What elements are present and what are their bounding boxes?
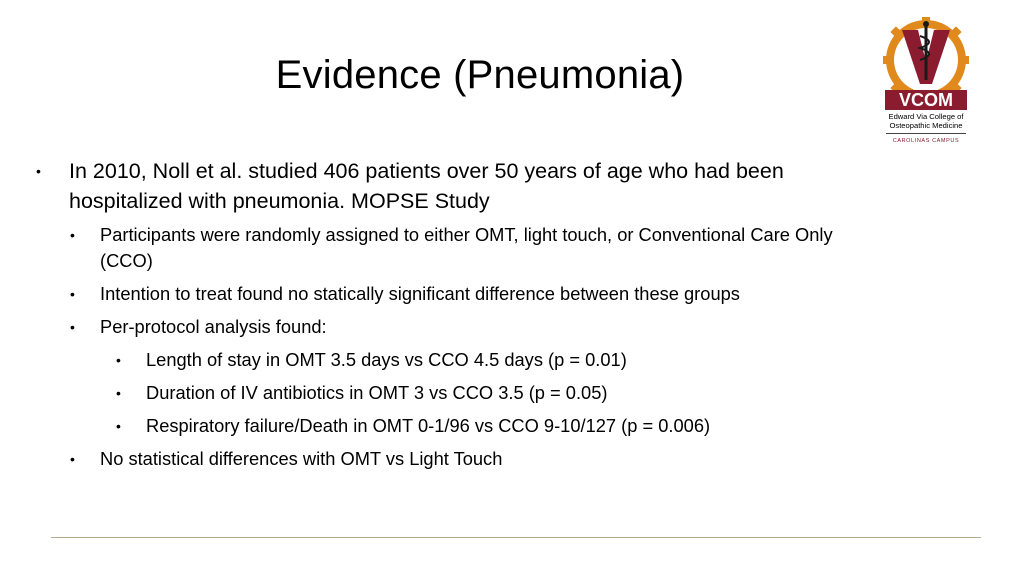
bullet-dot: • <box>70 286 75 302</box>
bullet-dot: • <box>116 385 121 401</box>
sub-bullet-item <box>70 222 836 274</box>
bullet-text: Duration of IV antibiotics in OMT 3 vs CCO 3.5 (p = 0.05) <box>146 382 608 403</box>
bullet-dot: • <box>70 319 75 335</box>
sub-sub-bullet-item <box>116 380 836 406</box>
sub-bullet-item <box>70 446 836 472</box>
vcom-emblem-icon <box>876 16 976 112</box>
bullet-text: In 2010, Noll et al. studied 406 patients over 50 years of age who had been hospitalized with pneumonia. MOPSE Study <box>69 159 784 213</box>
bullet-text: Length of stay in OMT 3.5 days vs CCO 4.5 days (p = 0.01) <box>146 349 627 370</box>
sub-sub-bullet-item <box>116 413 836 439</box>
bullet-text: No statistical differences with OMT vs Light Touch <box>100 448 503 469</box>
bullet-dot: • <box>36 163 41 179</box>
bullet-dot: • <box>70 227 75 243</box>
logo-divider <box>886 133 966 134</box>
bullet-text: Per-protocol analysis found: <box>100 316 327 337</box>
slide-title: Evidence (Pneumonia) <box>275 53 685 97</box>
logo-wordmark: VCOM <box>899 90 953 110</box>
bullet-dot: • <box>116 352 121 368</box>
sub-sub-bullet-item <box>116 347 836 373</box>
logo-caption-line2: Osteopathic Medicine <box>889 121 963 130</box>
bullet-dot: • <box>116 418 121 434</box>
vcom-logo <box>876 16 976 152</box>
bullet-text: Participants were randomly assigned to either OMT, light touch, or Conventional Care Only (CCO) <box>100 224 833 271</box>
sub-bullet-item <box>70 281 836 307</box>
bullet-item <box>36 156 836 216</box>
footer-rule <box>51 537 981 538</box>
logo-caption-line1: Edward Via College of <box>888 112 964 121</box>
bullet-text: Respiratory failure/Death in OMT 0-1/96 vs CCO 9-10/127 (p = 0.006) <box>146 415 711 436</box>
bullet-list <box>36 156 836 479</box>
logo-campus: CAROLINAS CAMPUS <box>892 138 960 144</box>
bullet-text: Intention to treat found no statically significant difference between these groups <box>100 283 740 304</box>
bullet-dot: • <box>70 451 75 467</box>
sub-bullet-item <box>70 314 836 340</box>
